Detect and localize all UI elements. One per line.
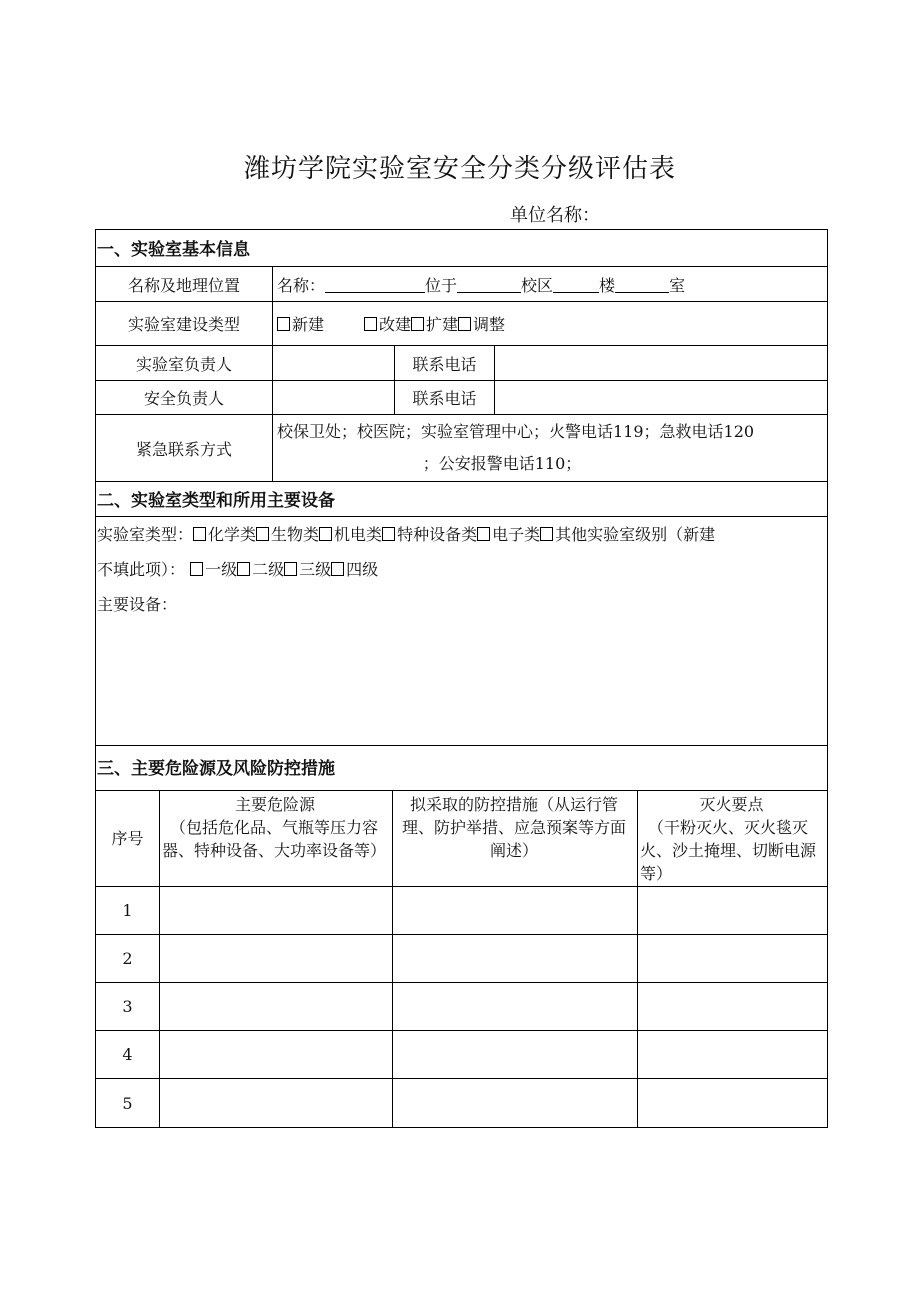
row-measures-cell[interactable] (393, 935, 638, 982)
row-measures-cell[interactable] (393, 1031, 638, 1078)
header-fire-title: 灭火要点 (699, 795, 764, 814)
name-location-value[interactable] (273, 267, 827, 301)
located-text: 位于 (425, 275, 458, 295)
section3-heading: 三、主要危险源及风险防控措施 (96, 746, 827, 791)
row-fire-cell[interactable] (638, 887, 827, 934)
table-row (96, 887, 827, 935)
hazard-table-body (96, 887, 827, 1127)
checkbox-new[interactable] (277, 317, 290, 331)
row-fire-cell[interactable] (638, 1031, 827, 1078)
option-rebuild: 改建 (379, 315, 412, 334)
building-blank[interactable] (553, 276, 599, 293)
option-expand: 扩建 (426, 315, 459, 334)
checkbox-level1[interactable] (190, 562, 203, 576)
emergency-row (96, 415, 827, 482)
row-measures-cell[interactable] (393, 887, 638, 934)
row-fire-cell[interactable] (638, 935, 827, 982)
header-measures: 拟采取的防控措施（从运行管理、防护举措、应急预案等方面阐述） (393, 791, 638, 886)
emergency-label: 紧急联系方式 (96, 415, 273, 481)
lab-level-line (97, 552, 827, 587)
safety-head-phone-value[interactable] (495, 381, 827, 414)
page-title: 潍坊学院实验室安全分类分级评估表 (243, 154, 676, 184)
row-hazard-cell[interactable] (160, 1031, 393, 1078)
type-special-equipment: 特种设备类 (397, 525, 478, 544)
row-hazard-cell[interactable] (160, 1079, 393, 1127)
build-type-row (96, 302, 827, 346)
row-measures-cell[interactable] (393, 1079, 638, 1127)
checkbox-level4[interactable] (331, 562, 344, 576)
type-mechatronics: 机电类 (334, 525, 383, 544)
row-fire-cell[interactable] (638, 983, 827, 1030)
emergency-value (273, 415, 827, 481)
unit-name-label: 单位名称： (510, 205, 600, 226)
emergency-line2: ；公安报警电话110； (422, 454, 582, 473)
checkbox-rebuild[interactable] (364, 317, 377, 331)
type-chemistry: 化学类 (208, 525, 257, 544)
header-hazard-title: 主要危险源 (234, 795, 315, 814)
section1-heading: 一、实验室基本信息 (96, 230, 827, 267)
hazard-table-header (96, 791, 827, 887)
row-seq: 5 (96, 1079, 160, 1127)
type-biology: 生物类 (271, 525, 320, 544)
option-adjust: 调整 (473, 315, 506, 334)
header-hazard-note: （包括危化品、气瓶等压力容器、特种设备、大功率设备等） (162, 818, 387, 860)
checkbox-level2[interactable] (237, 562, 250, 576)
row-seq: 2 (96, 935, 160, 982)
row-seq: 1 (96, 887, 160, 934)
checkbox-other[interactable] (540, 527, 553, 541)
assessment-form (95, 229, 828, 1128)
emergency-line1: 校保卫处；校医院；实验室管理中心；火警电话119；急救电话120 (277, 422, 755, 441)
checkbox-biology[interactable] (256, 527, 269, 541)
table-row (96, 1079, 827, 1127)
row-hazard-cell[interactable] (160, 983, 393, 1030)
build-type-options (273, 302, 827, 345)
lab-level-prefix: 不填此项）： (97, 560, 186, 579)
level-3: 三级 (299, 560, 332, 579)
safety-head-label: 安全负责人 (96, 381, 273, 414)
lab-head-value[interactable] (273, 346, 395, 380)
header-hazard (160, 791, 393, 886)
type-electronics: 电子类 (492, 525, 541, 544)
table-row (96, 983, 827, 1031)
room-blank[interactable] (615, 276, 669, 293)
table-row (96, 1031, 827, 1079)
level-2: 二级 (252, 560, 285, 579)
lab-head-phone-label: 联系电话 (395, 346, 495, 380)
safety-head-phone-label: 联系电话 (395, 381, 495, 414)
name-prefix: 名称： (277, 275, 326, 295)
checkbox-electronics[interactable] (477, 527, 490, 541)
row-fire-cell[interactable] (638, 1079, 827, 1127)
build-type-label: 实验室建设类型 (96, 302, 273, 345)
checkbox-adjust[interactable] (458, 317, 471, 331)
safety-head-value[interactable] (273, 381, 395, 414)
row-hazard-cell[interactable] (160, 887, 393, 934)
campus-text: 校区 (521, 275, 554, 295)
header-fire-note: （干粉灭火、灭火毯灭火、沙土掩埋、切断电源等） (640, 818, 817, 883)
row-seq: 3 (96, 983, 160, 1030)
level-1: 一级 (205, 560, 238, 579)
checkbox-mechatronics[interactable] (319, 527, 332, 541)
name-location-row (96, 267, 827, 302)
lab-type-prefix: 实验室类型： (97, 525, 194, 544)
section2-heading: 二、实验室类型和所用主要设备 (96, 482, 827, 517)
checkbox-level3[interactable] (284, 562, 297, 576)
lab-head-label: 实验室负责人 (96, 346, 273, 380)
type-other: 其他实验室级别（新建 (555, 525, 716, 544)
lab-type-line (97, 517, 827, 552)
level-4: 四级 (346, 560, 379, 579)
option-new: 新建 (292, 315, 325, 334)
row-hazard-cell[interactable] (160, 935, 393, 982)
row-measures-cell[interactable] (393, 983, 638, 1030)
campus-blank[interactable] (457, 276, 521, 293)
section2-body (96, 517, 827, 746)
lab-head-phone-value[interactable] (495, 346, 827, 380)
checkbox-expand[interactable] (411, 317, 424, 331)
name-location-label: 名称及地理位置 (96, 267, 273, 301)
room-text: 室 (669, 275, 686, 295)
checkbox-special-equipment[interactable] (382, 527, 395, 541)
building-text: 楼 (599, 275, 616, 295)
safety-head-row (96, 381, 827, 415)
header-seq: 序号 (96, 791, 160, 886)
table-row (96, 935, 827, 983)
checkbox-chemistry[interactable] (193, 527, 206, 541)
lab-head-row (96, 346, 827, 381)
row-seq: 4 (96, 1031, 160, 1078)
equipment-label: 主要设备： (97, 595, 178, 614)
name-blank[interactable] (325, 276, 425, 293)
header-fire (638, 791, 827, 886)
